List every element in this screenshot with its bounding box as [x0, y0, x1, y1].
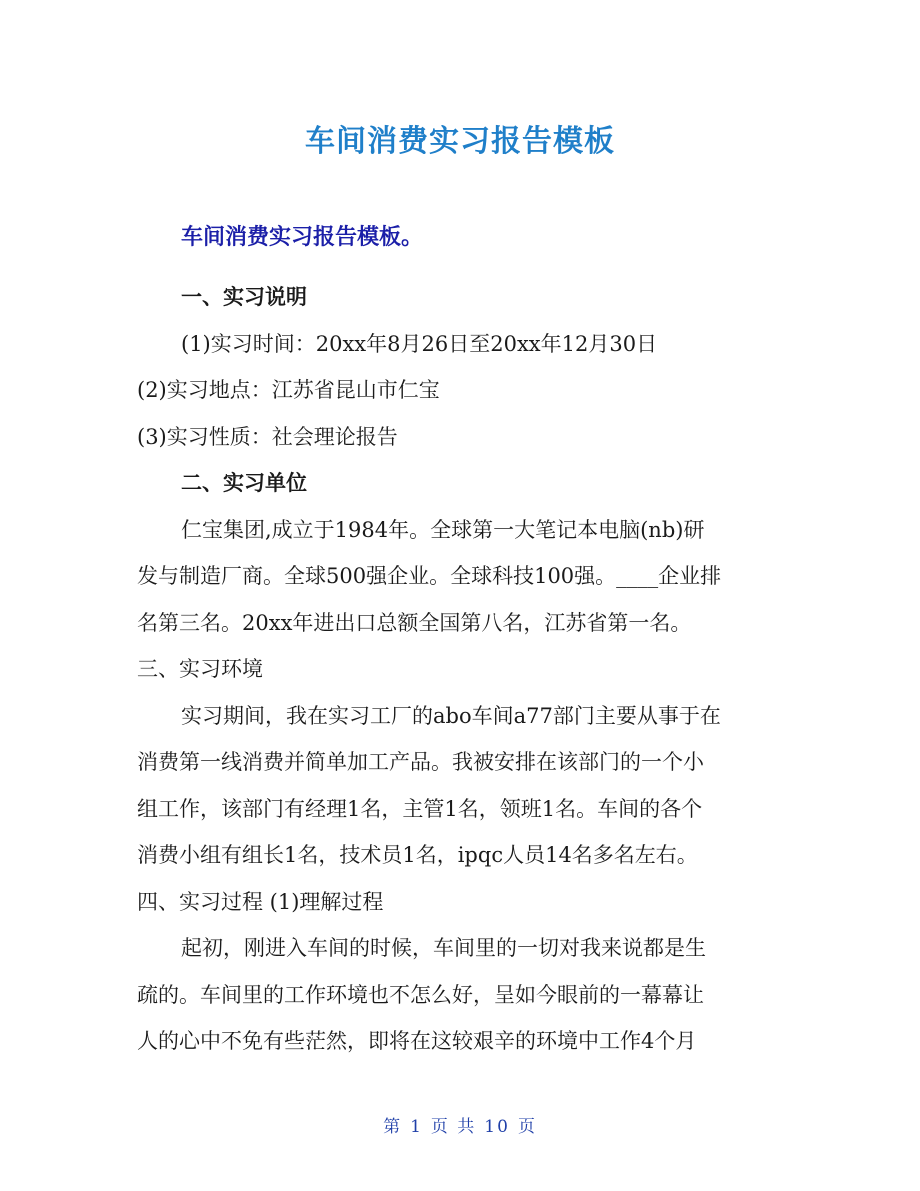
- section-heading-4: 四、实习过程 (1)理解过程: [137, 889, 384, 914]
- section-heading-2: 二、实习单位: [181, 471, 307, 495]
- paragraph-line: 名第三名。20xx年进出口总额全国第八名，江苏省第一名。: [137, 610, 692, 635]
- section-heading-3: 三、实习环境: [137, 657, 263, 681]
- paragraph-line: 实习期间，我在实习工厂的abo车间a77部门主要从事于在: [181, 703, 721, 728]
- page-footer: [0, 1112, 920, 1137]
- document-body: [137, 220, 787, 1065]
- footer-middle: 页 共: [430, 1117, 477, 1137]
- paragraph-line: (1)实习时间：20xx年8月26日至20xx年12月30日: [181, 331, 658, 356]
- paragraph-line: 仁宝集团,成立于1984年。全球第一大笔记本电脑(nb)研: [181, 517, 705, 542]
- footer-prefix: 第: [383, 1117, 403, 1137]
- paragraph-line: 消费第一线消费并简单加工产品。我被安排在该部门的一个小: [137, 750, 704, 774]
- footer-total-pages: 10: [484, 1117, 510, 1137]
- footer-suffix: 页: [517, 1117, 537, 1137]
- document-subtitle: 车间消费实习报告模板。: [181, 225, 424, 250]
- document-title: 车间消费实习报告模板: [305, 124, 615, 159]
- paragraph-line: 疏的。车间里的工作环境也不怎么好，呈如今眼前的一幕幕让: [137, 982, 704, 1007]
- paragraph-line: 组工作，该部门有经理1名，主管1名，领班1名。车间的各个: [137, 796, 703, 821]
- paragraph-line: 起初，刚进入车间的时候，车间里的一切对我来说都是生: [181, 936, 706, 960]
- paragraph-line: (2)实习地点：江苏省昆山市仁宝: [137, 378, 440, 402]
- paragraph-line: (3)实习性质：社会理论报告: [137, 424, 398, 449]
- footer-page-number: 1: [410, 1117, 423, 1137]
- paragraph-line: 发与制造厂商。全球500强企业。全球科技100强。____企业排: [137, 564, 722, 588]
- section-heading-1: 一、实习说明: [181, 285, 307, 309]
- paragraph-line: 消费小组有组长1名，技术员1名，ipqc人员14名多名左右。: [137, 843, 698, 867]
- paragraph-line: 人的心中不免有些茫然，即将在这较艰辛的环境中工作4个月: [137, 1029, 697, 1053]
